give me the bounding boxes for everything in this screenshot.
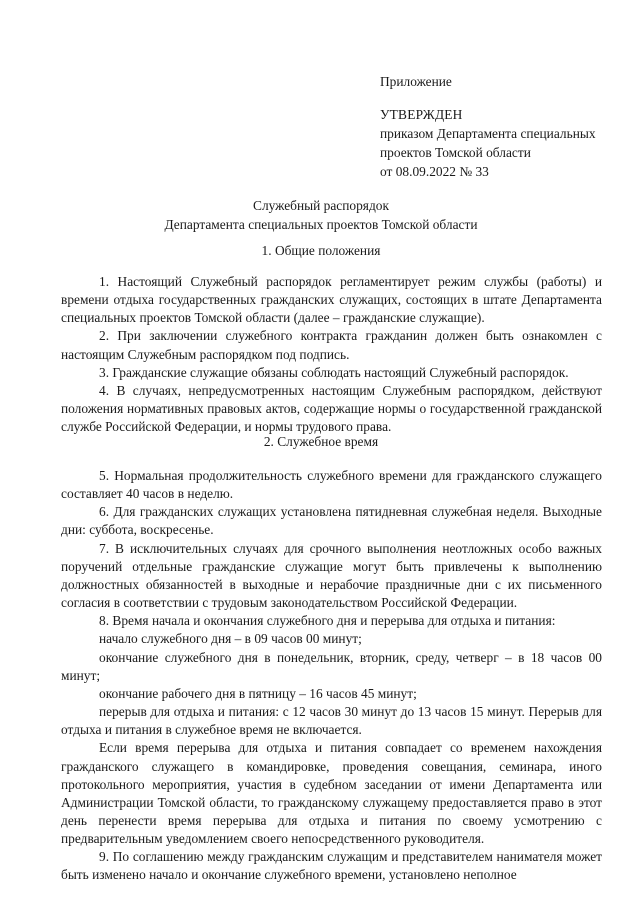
paragraph: окончание служебного дня в понедельник, вторник, среду, четверг – в 18 часов 00 минут; (61, 649, 602, 683)
spacer (380, 91, 630, 105)
paragraph: начало служебного дня – в 09 часов 00 минут; (99, 631, 362, 647)
order-line-2: проектов Томской области (380, 145, 531, 160)
paragraph: 9. По соглашению между гражданским служащим и представителем нанимателя может быть изменено начало и окончание служебного времени, установлено неполное (61, 849, 602, 883)
paragraph: 8. Время начала и окончания служебного дня и перерыва для отдыха и питания: (99, 613, 556, 629)
title-line-2: Департамента специальных проектов Томской области (164, 217, 478, 232)
order-line-1: приказом Департамента специальных (380, 126, 596, 141)
paragraph: 2. При заключении служебного контракта гражданин должен быть ознакомлен с настоящим Служебным распорядком под подпись. (61, 328, 602, 362)
section-body-service-time (61, 467, 602, 885)
approved-label: УТВЕРЖДЕН (380, 107, 463, 122)
paragraph: Если время перерыва для отдыха и питания совпадает со временем нахождения гражданского служащего в командировке, проведения совещания, семинара, иного протокольного мероприятия, участия в судебном заседании от имени Департамента или Администрации Томской области, то гражданскому служащему предоставляется право в этот день перенести время перерыва для отдыха и питания по своему усмотрению с предварительным уведомлением своего непосредственного руководителя. (61, 740, 602, 847)
paragraph: окончание рабочего дня в пятницу – 16 часов 45 минут; (99, 685, 417, 701)
paragraph: 4. В случаях, непредусмотренных настоящим Служебным распорядком, действуют положения нормативных правовых актов, содержащие нормы о государственной гражданской службе Российской Федерации, и нормы трудового права. (61, 382, 602, 435)
section-heading-general: 1. Общие положения (261, 243, 381, 258)
paragraph: 6. Для гражданских служащих установлена пятидневная служебная неделя. Выходные дни: суббота, воскресенье. (61, 504, 602, 538)
paragraph: 1. Настоящий Служебный распорядок регламентирует режим службы (работы) и времени отдыха государственных гражданских служащих, состоящих в штате Департамента специальных проектов Томской области (далее – гражданские служащие). (61, 274, 602, 326)
section-body-general (61, 273, 602, 436)
title-line-1: Служебный распорядок (253, 198, 389, 213)
paragraph: 7. В исключительных случаях для срочного выполнения неотложных особо важных поручений отдельные гражданские служащие могут быть привлечены к выполнению должностных обязанностей в выходные и нерабочие праздничные дни с их письменного согласия в соответствии с трудовым законодательством Российской Федерации. (61, 540, 602, 611)
paragraph: 5. Нормальная продолжительность служебного времени для гражданского служащего составляет 40 часов в неделю. (61, 468, 602, 502)
paragraph: перерыв для отдыха и питания: с 12 часов 30 минут до 13 часов 15 минут. Перерыв для отдыха и питания в служебное время не включается. (61, 704, 602, 738)
approval-block (380, 72, 630, 181)
paragraph: 3. Гражданские служащие обязаны соблюдать настоящий Служебный распорядок. (99, 364, 569, 380)
document-title (40, 196, 602, 234)
order-line-3: от 08.09.2022 № 33 (380, 164, 489, 179)
attachment-label: Приложение (380, 74, 452, 89)
section-heading-service-time: 2. Служебное время (263, 434, 379, 449)
